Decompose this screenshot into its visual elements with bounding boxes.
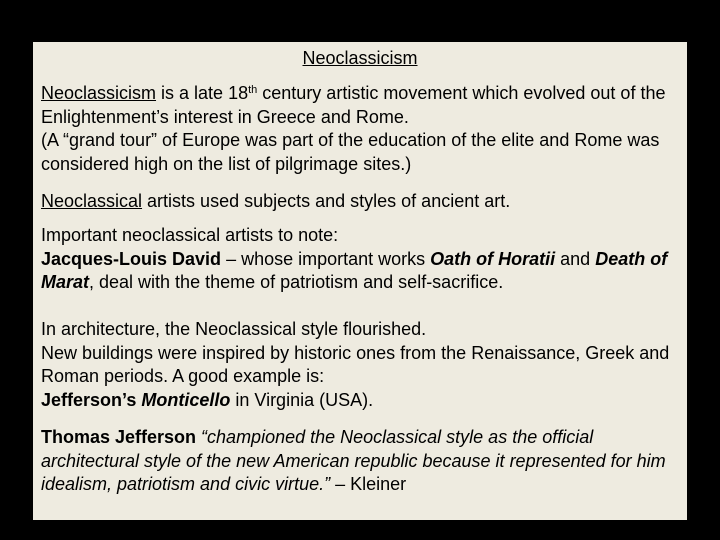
artists-style-text: artists used subjects and styles of ancient art.	[142, 191, 511, 211]
slide-title: Neoclassicism	[302, 48, 418, 68]
artist-text-c: , deal with the theme of patriotism and self-sacrifice.	[89, 272, 504, 292]
paragraph-architecture	[41, 318, 681, 412]
architecture-line2: New buildings were inspired by historic ones from the Renaissance, Greek and Roman periods. A good example is:	[41, 342, 670, 386]
slide	[33, 42, 687, 520]
paragraph-artists-style	[41, 190, 681, 214]
example-jefferson: Jefferson’s	[41, 389, 142, 410]
grand-tour-note: (A “grand tour” of Europe was part of the education of the elite and Rome was considered high on the list of pilgrimage sites.)	[41, 130, 660, 174]
definition-text-a: is a late 18	[156, 83, 249, 103]
artist-name: Jacques-Louis David	[41, 248, 222, 269]
artist-text-b: and	[555, 248, 596, 269]
quote-text: “championed the Neoclassical style as the official architectural style of the new American republic because it represented for him idealism, patriotism and civic virtue.”	[41, 427, 666, 494]
term-neoclassicism: Neoclassicism	[41, 83, 157, 103]
definition-text-b: century artistic movement which evolved out of the Enlightenment’s interest in Greece and Rome.	[41, 83, 666, 127]
example-location: in Virginia (USA).	[230, 389, 374, 410]
work-death-of-marat: Death of Marat	[41, 248, 668, 292]
superscript-th: th	[248, 84, 258, 96]
paragraph-definition	[41, 82, 681, 176]
architecture-line1: In architecture, the Neoclassical style flourished.	[41, 319, 427, 339]
paragraph-quote	[41, 426, 681, 497]
artists-intro: Important neoclassical artists to note:	[41, 225, 339, 245]
paragraph-important-artists	[41, 224, 681, 295]
quote-author: Thomas Jefferson	[41, 427, 197, 447]
work-oath-of-horatii: Oath of Horatii	[430, 248, 556, 269]
term-neoclassical: Neoclassical	[41, 191, 143, 211]
example-monticello: Monticello	[141, 389, 231, 410]
quote-attribution: – Kleiner	[330, 474, 407, 494]
artist-text-a: – whose important works	[221, 248, 431, 269]
